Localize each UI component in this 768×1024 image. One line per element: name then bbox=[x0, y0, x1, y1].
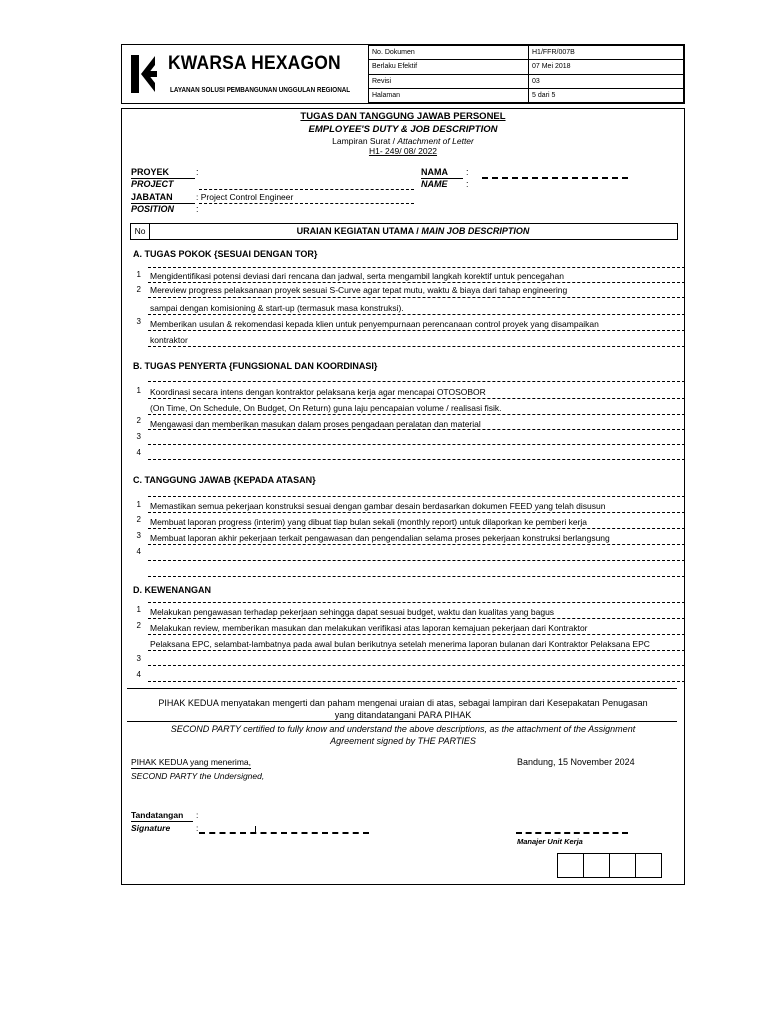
section-a-item-1: Mengidentifikasi potensi deviasi dari rencana dan jadwal, serta mengambil langkah korektif untuk pencegahan bbox=[150, 271, 564, 281]
document-info-table bbox=[368, 45, 684, 103]
section-a-item-2: Mereview progress pelaksanaan proyek sesuai S-Curve agar tepat mutu, waktu & biaya dari tahap engineering bbox=[150, 285, 568, 295]
dotted-line bbox=[148, 618, 685, 619]
approval-box[interactable] bbox=[636, 854, 661, 877]
form-title: TUGAS DAN TANGGUNG JAWAB PERSONEL bbox=[300, 111, 506, 122]
section-c-item-1: Memastikan semua pekerjaan konstruksi sesuai dengan gambar desain berdasarkan dokumen FEED yang telah disusun bbox=[150, 501, 606, 511]
doc-info-row bbox=[369, 74, 684, 88]
dotted-line bbox=[148, 346, 685, 347]
doc-info-row bbox=[369, 60, 684, 74]
dotted-line bbox=[148, 314, 685, 315]
company-tagline: LAYANAN SOLUSI PEMBANGUNAN UNGGULAN REGIONAL bbox=[170, 85, 351, 94]
approval-box[interactable] bbox=[610, 854, 636, 877]
nama-label: NAMA bbox=[421, 167, 448, 177]
section-c-title: C. TANGGUNG JAWAB {KEPADA ATASAN} bbox=[133, 475, 316, 485]
dotted-line bbox=[148, 576, 685, 577]
approval-box[interactable] bbox=[558, 854, 584, 877]
dotted-line bbox=[148, 512, 685, 513]
proyek-colon: : bbox=[196, 167, 199, 177]
doc-info-label: Revisi bbox=[369, 74, 529, 88]
section-a-item-3: Memberikan usulan & rekomendasi kepada klien untuk penyempurnaan perencanaan control proyek yang disampaikan bbox=[150, 319, 599, 329]
no-column-header: No bbox=[131, 224, 150, 239]
dotted-line bbox=[148, 297, 685, 298]
doc-info-row bbox=[369, 46, 684, 60]
doc-info-value: 03 bbox=[529, 74, 684, 88]
approval-boxes bbox=[557, 853, 662, 878]
section-c-item-3: Membuat laporan akhir pekerjaan terkait pengawasan dan pengendalian selama proses pekerjaan konstruksi berlangsung bbox=[150, 533, 610, 543]
section-b-item-1: Koordinasi secara intens dengan kontraktor pelaksana kerja agar mencapai OTOSOBOR bbox=[150, 387, 486, 397]
signature-label: Signature bbox=[131, 823, 171, 833]
doc-info-label: No. Dokumen bbox=[369, 46, 529, 60]
section-a-item-2-cont: sampai dengan komisioning & start-up (termasuk masa konstruksi). bbox=[150, 303, 404, 313]
receiver-label-id: PIHAK KEDUA yang menerima, bbox=[131, 757, 251, 767]
statement-en-line2: Agreement signed by THE PARTIES bbox=[330, 736, 476, 746]
main-job-title-id: URAIAN KEGIATAN UTAMA / bbox=[296, 226, 422, 236]
item-number: 2 bbox=[136, 285, 141, 294]
section-a-item-3-cont: kontraktor bbox=[150, 335, 188, 345]
attachment-label: Lampiran Surat / bbox=[332, 136, 398, 146]
statement-id-line1: PIHAK KEDUA menyatakan mengerti dan paham mengenai uraian di atas, sebagai lampiran dari Kesepakatan Penugasan bbox=[158, 698, 648, 708]
item-number: 1 bbox=[136, 605, 141, 614]
name-colon: : bbox=[466, 179, 469, 189]
item-number: 4 bbox=[136, 448, 141, 457]
section-a-title: A. TUGAS POKOK {SESUAI DENGAN TOR} bbox=[133, 249, 318, 259]
dotted-line bbox=[148, 681, 685, 682]
jabatan-value-line[interactable] bbox=[199, 203, 414, 204]
item-number: 2 bbox=[136, 515, 141, 524]
item-number: 1 bbox=[136, 270, 141, 279]
divider bbox=[127, 721, 677, 722]
dotted-line bbox=[148, 444, 685, 445]
doc-info-row bbox=[369, 88, 684, 102]
section-d-title: D. KEWENANGAN bbox=[133, 585, 211, 595]
hexagon-logo-icon bbox=[129, 53, 159, 95]
dotted-line bbox=[148, 496, 685, 497]
section-b-title: B. TUGAS PENYERTA {FUNGSIONAL DAN KOORDINASI} bbox=[133, 361, 378, 371]
item-number: 4 bbox=[136, 547, 141, 556]
company-name: KWARSA HEXAGON bbox=[168, 53, 341, 74]
document-header bbox=[121, 44, 685, 104]
dotted-line bbox=[148, 414, 685, 415]
jabatan-value: : Project Control Engineer bbox=[196, 192, 294, 202]
tandatangan-colon: : bbox=[196, 810, 199, 820]
dotted-line bbox=[148, 398, 685, 399]
statement-en-line1: SECOND PARTY certified to fully know and understand the above descriptions, as the attachment of the Assignment bbox=[170, 724, 636, 734]
place-date: Bandung, 15 November 2024 bbox=[517, 757, 635, 767]
company-logo-area bbox=[122, 45, 369, 103]
dotted-line bbox=[148, 429, 685, 430]
signature-line-right[interactable] bbox=[516, 832, 628, 834]
proyek-label: PROYEK bbox=[131, 167, 170, 177]
name-label: NAME bbox=[421, 179, 448, 189]
manager-label: Manajer Unit Kerja bbox=[517, 837, 583, 846]
section-b-item-1-cont: (On Time, On Schedule, On Budget, On Return) guna laju pencapaian volume / realisasi fisik. bbox=[150, 403, 502, 413]
divider bbox=[127, 688, 677, 689]
dotted-line bbox=[148, 459, 685, 460]
doc-info-value: H1/FFR/007B bbox=[529, 46, 684, 60]
position-label: POSITION bbox=[131, 204, 175, 214]
item-number: 3 bbox=[136, 432, 141, 441]
proyek-value-line[interactable] bbox=[199, 189, 414, 190]
letter-number: H1- 249/ 08/ 2022 bbox=[368, 146, 438, 156]
tandatangan-label: Tandatangan bbox=[131, 810, 184, 820]
signature-colon: : bbox=[196, 823, 199, 833]
doc-info-label: Halaman bbox=[369, 88, 529, 102]
main-job-title-en: MAIN JOB DESCRIPTION bbox=[421, 226, 530, 236]
dotted-line bbox=[148, 544, 685, 545]
dotted-line bbox=[148, 602, 685, 603]
dotted-line bbox=[148, 665, 685, 666]
item-number: 1 bbox=[136, 500, 141, 509]
dotted-line bbox=[148, 528, 685, 529]
item-number: 3 bbox=[136, 531, 141, 540]
item-number: 2 bbox=[136, 621, 141, 630]
dotted-line bbox=[148, 381, 685, 382]
dotted-line bbox=[148, 560, 685, 561]
section-d-item-1: Melakukan pengawasan terhadap pekerjaan sehingga dapat sesuai budget, waktu dan kualitas yang bagus bbox=[150, 607, 555, 617]
doc-info-value: 07 Mei 2018 bbox=[529, 60, 684, 74]
project-label: PROJECT bbox=[131, 179, 174, 189]
approval-box[interactable] bbox=[584, 854, 610, 877]
form-title-en: EMPLOYEE'S DUTY & JOB DESCRIPTION bbox=[308, 124, 498, 135]
item-number: 2 bbox=[136, 416, 141, 425]
item-number: 3 bbox=[136, 654, 141, 663]
doc-info-value: 5 dari 5 bbox=[529, 88, 684, 102]
main-job-header bbox=[130, 223, 678, 240]
item-number: 4 bbox=[136, 670, 141, 679]
main-job-title bbox=[149, 224, 677, 239]
statement-id-line2: yang ditandatangani PARA PIHAK bbox=[334, 710, 472, 720]
attachment-label-en: Attachment of Letter bbox=[397, 136, 474, 146]
section-c-item-2: Membuat laporan progress (interim) yang dibuat tiap bulan sekali (monthly report) untuk dilaporkan ke pemberi kerja bbox=[150, 517, 588, 527]
item-number: 3 bbox=[136, 317, 141, 326]
nama-value-line[interactable] bbox=[482, 177, 628, 179]
dotted-line bbox=[148, 267, 685, 268]
item-number: 1 bbox=[136, 386, 141, 395]
dotted-line bbox=[148, 650, 685, 651]
signature-line-left[interactable] bbox=[199, 832, 369, 834]
dotted-line bbox=[148, 330, 685, 331]
receiver-label-en: SECOND PARTY the Undersigned, bbox=[131, 771, 265, 781]
dotted-line bbox=[148, 634, 685, 635]
section-b-item-2: Mengawasi dan memberikan masukan dalam proses pengadaan peralatan dan material bbox=[150, 419, 481, 429]
nama-colon: : bbox=[466, 167, 469, 177]
position-colon: : bbox=[196, 204, 199, 214]
section-d-item-2: Melakukan review, memberikan masukan dan melakukan verifikasi atas laporan kemajuan pekerjaan dari Kontraktor bbox=[150, 623, 588, 633]
dotted-line bbox=[148, 282, 685, 283]
attachment-line bbox=[121, 136, 685, 146]
section-d-item-2-cont: Pelaksana EPC, selambat-lambatnya pada awal bulan berikutnya setelah menerima laporan bulanan dari Kontraktor Pelaksana EPC bbox=[150, 639, 650, 649]
jabatan-label: JABATAN bbox=[131, 192, 173, 202]
doc-info-label: Berlaku Efektif bbox=[369, 60, 529, 74]
